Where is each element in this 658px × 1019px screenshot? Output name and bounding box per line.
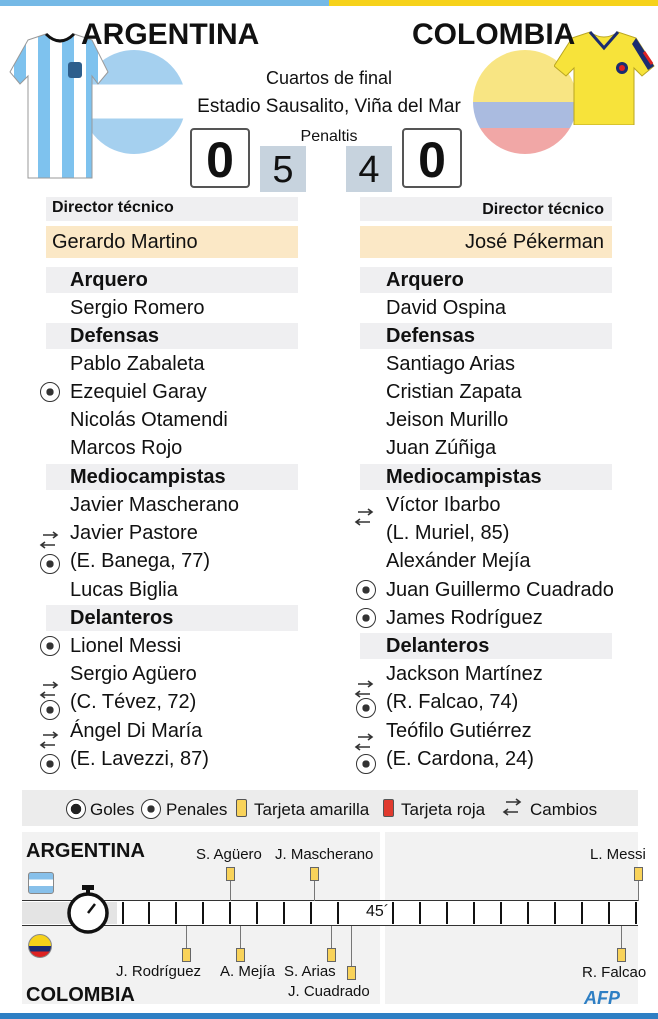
yellow-card-marker (236, 948, 245, 962)
timeline-tick (202, 902, 204, 924)
halftime-label: 45´ (366, 903, 390, 920)
section-goalkeeper-right: Arquero (386, 269, 464, 291)
section-goalkeeper-left: Arquero (70, 269, 148, 291)
player-name: Javier Mascherano (70, 494, 239, 516)
player-name: Juan Guillermo Cuadrado (386, 579, 614, 601)
section-defenders-right: Defensas (386, 325, 475, 347)
penalty-ball-icon (40, 554, 60, 574)
timeline-team-bottom: COLOMBIA (26, 984, 135, 1006)
event-label-bottom: A. Mejía (220, 963, 276, 980)
player-name: Cristian Zapata (386, 381, 522, 403)
timeline-tick (310, 902, 312, 924)
penalty-ball-icon (40, 700, 60, 720)
argentina-color-bar (0, 0, 329, 6)
penalty-icon (141, 799, 161, 819)
event-connector (230, 881, 231, 901)
coach-name-right: José Pékerman (465, 231, 604, 253)
substitution-icon (352, 508, 376, 528)
event-connector (638, 881, 639, 901)
player-name: Santiago Arias (386, 353, 515, 375)
section-midfield-left: Mediocampistas (70, 466, 226, 488)
penalty-ball-icon (356, 580, 376, 600)
player-name: Javier Pastore (70, 522, 198, 544)
penalties-score-left: 5 (260, 146, 306, 192)
section-midfield-right: Mediocampistas (386, 466, 542, 488)
event-connector (351, 926, 352, 966)
event-label-bottom: S. Arias (284, 963, 336, 980)
penalty-ball-icon (40, 636, 60, 656)
team-title-left: ARGENTINA (81, 18, 260, 51)
substitute-name: (C. Tévez, 72) (70, 691, 197, 713)
player-name: Marcos Rojo (70, 437, 183, 459)
player-name: Sergio Agüero (70, 663, 197, 685)
goal-icon (66, 799, 86, 819)
score-left: 0 (190, 128, 250, 188)
match-stage: Cuartos de final (265, 68, 393, 88)
player-name: Lionel Messi (70, 635, 182, 657)
legend-yellow-card: Tarjeta amarilla (254, 800, 370, 819)
penalty-ball-icon (356, 698, 376, 718)
event-label-bottom: J. Cuadrado (288, 983, 370, 1000)
timeline-tick (446, 902, 448, 924)
event-connector (621, 926, 622, 948)
substitution-icon (352, 680, 376, 700)
timeline-tick (229, 902, 231, 924)
argentina-badge-icon (28, 872, 54, 894)
match-venue: Estadio Sausalito, Viña del Mar (197, 96, 461, 117)
event-label-top: S. Agüero (196, 846, 262, 863)
red-card-icon (383, 799, 394, 817)
player-name: Juan Zúñiga (386, 437, 497, 459)
timeline-tick (256, 902, 258, 924)
yellow-card-marker (226, 867, 235, 881)
argentina-shirt-icon (8, 32, 113, 180)
player-name: Nicolás Otamendi (70, 409, 228, 431)
penalties-score-right: 4 (346, 146, 392, 192)
player-name: Sergio Romero (70, 297, 205, 319)
timeline-tick (581, 902, 583, 924)
substitute-name: (L. Muriel, 85) (386, 522, 510, 544)
yellow-card-marker (327, 948, 336, 962)
substitute-name: (E. Banega, 77) (70, 550, 211, 572)
substitute-name: (R. Falcao, 74) (386, 691, 519, 713)
penalties-label: Penaltis (300, 128, 358, 145)
player-name: Jackson Martínez (386, 663, 543, 685)
timeline-team-top: ARGENTINA (26, 840, 145, 862)
timeline-tick (337, 902, 339, 924)
legend-substitutions: Cambios (530, 800, 598, 819)
penalty-ball-icon (356, 754, 376, 774)
substitute-name: (E. Lavezzi, 87) (70, 748, 209, 770)
player-name: James Rodríguez (386, 607, 543, 629)
yellow-card-marker (617, 948, 626, 962)
player-name: Lucas Biglia (70, 579, 178, 601)
legend-penalties: Penales (166, 800, 228, 819)
player-name: Víctor Ibarbo (386, 494, 501, 516)
player-name: Alexánder Mejía (386, 550, 531, 572)
stopwatch-icon (64, 884, 112, 934)
penalty-ball-icon (356, 608, 376, 628)
substitute-name: (E. Cardona, 24) (386, 748, 534, 770)
timeline-tick (283, 902, 285, 924)
event-connector (331, 926, 332, 948)
timeline-tick (527, 902, 529, 924)
yellow-card-marker (310, 867, 319, 881)
yellow-card-marker (347, 966, 356, 980)
event-label-bottom: R. Falcao (582, 964, 647, 981)
afp-logo: AFP (584, 988, 620, 1008)
timeline-tick (122, 902, 124, 924)
penalty-ball-icon (40, 754, 60, 774)
legend-red-card: Tarjeta roja (401, 800, 486, 819)
timeline-tick (148, 902, 150, 924)
colombia-color-bar (329, 0, 658, 6)
substitution-icon (352, 733, 376, 753)
timeline-tick (500, 902, 502, 924)
timeline-tick (175, 902, 177, 924)
player-name: Pablo Zabaleta (70, 353, 205, 375)
event-connector (186, 926, 187, 948)
colombia-badge-icon (28, 934, 52, 958)
timeline-tick (554, 902, 556, 924)
coach-label-right: Director técnico (482, 201, 604, 218)
penalty-ball-icon (40, 382, 60, 402)
player-name: Ángel Di María (70, 720, 203, 742)
yellow-card-marker (634, 867, 643, 881)
substitution-icon (37, 681, 61, 701)
score-right: 0 (402, 128, 462, 188)
event-label-top: J. Mascherano (275, 846, 374, 863)
section-defenders-left: Defensas (70, 325, 159, 347)
event-label-top: L. Messi (590, 846, 646, 863)
player-name: Ezequiel Garay (70, 381, 207, 403)
bottom-color-bar (0, 1013, 658, 1019)
timeline-tick (473, 902, 475, 924)
timeline-tick (419, 902, 421, 924)
substitution-icon (37, 731, 61, 751)
player-name: David Ospina (386, 297, 507, 319)
event-connector (314, 881, 315, 901)
coach-name-left: Gerardo Martino (52, 231, 198, 253)
timeline-tick (635, 902, 637, 924)
legend-goals: Goles (90, 800, 135, 819)
event-label-bottom: J. Rodríguez (116, 963, 202, 980)
timeline-tick (608, 902, 610, 924)
section-forwards-right: Delanteros (386, 635, 490, 657)
event-connector (240, 926, 241, 948)
yellow-card-marker (182, 948, 191, 962)
substitution-icon (500, 798, 524, 818)
player-name: Jeison Murillo (386, 409, 509, 431)
section-forwards-left: Delanteros (70, 607, 174, 629)
coach-label-left: Director técnico (52, 199, 174, 216)
substitution-icon (37, 531, 61, 551)
timeline-tick (392, 902, 394, 924)
team-title-right: COLOMBIA (412, 18, 576, 51)
yellow-card-icon (236, 799, 247, 817)
player-name: Teófilo Gutiérrez (386, 720, 532, 742)
